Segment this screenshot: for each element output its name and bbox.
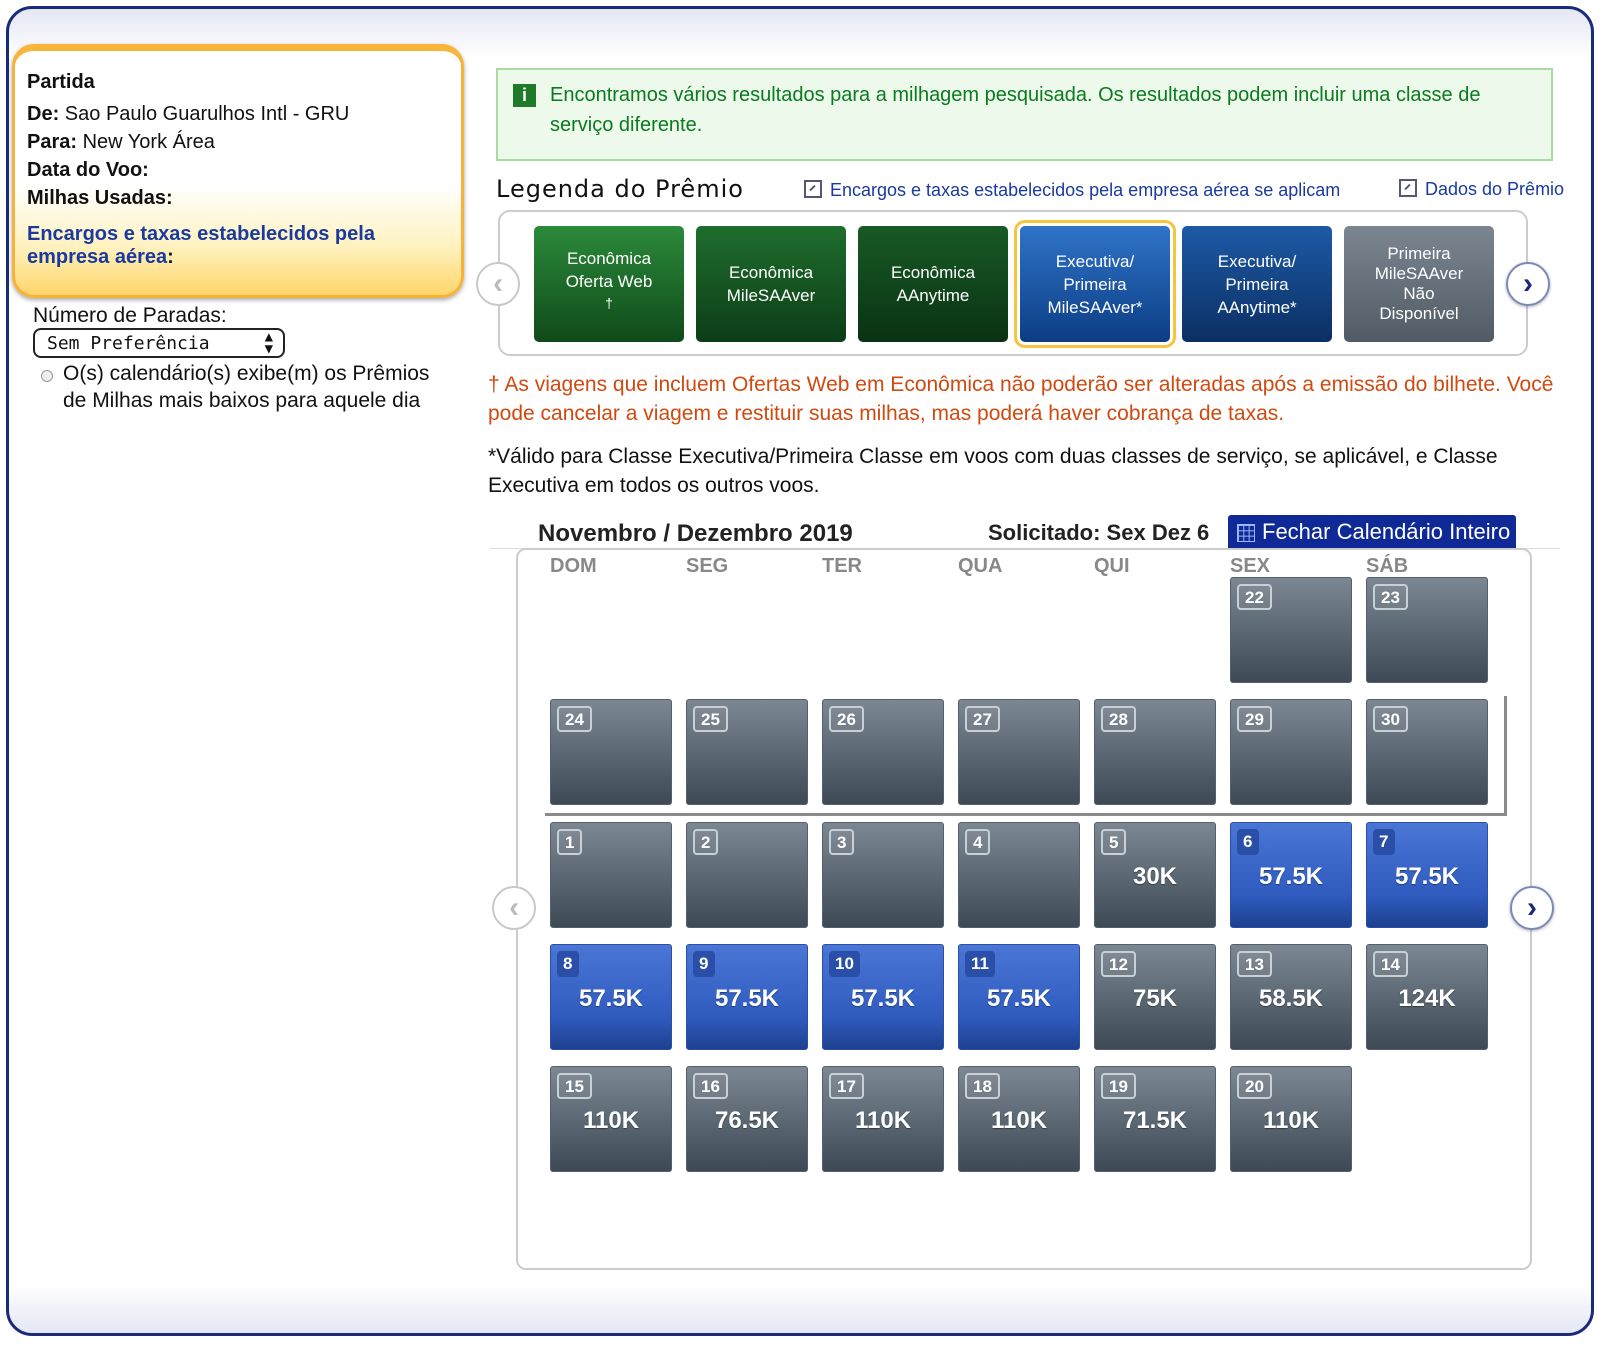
legend-tile-economy-milesaaver[interactable]	[696, 226, 846, 342]
calendar-day-cell[interactable]	[686, 944, 808, 1050]
legend-tile-business-first-milesaaver[interactable]	[1020, 226, 1170, 342]
legend-tile-first-milesaaver-unavailable[interactable]	[1344, 226, 1494, 342]
calendar-day-cell[interactable]	[1230, 944, 1352, 1050]
calendar-note: O(s) calendário(s) exibe(m) os Prêmios de Milhas mais baixos para aquele dia	[63, 362, 430, 412]
day-miles-value: 57.5K	[1258, 863, 1324, 890]
calendar-day-cell[interactable]	[1366, 577, 1488, 683]
info-message-box	[496, 68, 1553, 161]
day-number: 29	[1237, 706, 1272, 732]
calendar-day-cell[interactable]	[1366, 822, 1488, 928]
tile-line: MileSAAver	[1374, 264, 1464, 283]
web-special-note: † As viagens que incluem Ofertas Web em Econômica não poderão ser alteradas após a emissão do bilhete. Você pode cancelar a viagem e restituir suas milhas, mas poderá haver cobrança de taxas.	[488, 373, 1554, 425]
legend-next-button[interactable]	[1506, 262, 1550, 306]
weekday-label: DOM	[550, 555, 597, 577]
tile-line: Disponível	[1379, 304, 1459, 323]
day-miles-value: 57.5K	[714, 985, 780, 1012]
day-number: 9	[693, 951, 715, 977]
calendar-month-title: Novembro / Dezembro 2019	[538, 520, 853, 547]
chevron-right-icon: ›	[1527, 891, 1537, 924]
day-number: 6	[1237, 829, 1259, 855]
to-value: New York Área	[82, 131, 215, 153]
day-miles-value: 124K	[1398, 985, 1456, 1012]
chevron-left-icon: ‹	[509, 891, 519, 924]
business-class-note: *Válido para Classe Executiva/Primeira Classe em voos com duas classes de serviço, se aplicável, e Classe Executiva em todos os outros voos.	[488, 445, 1498, 497]
day-number: 11	[965, 951, 995, 977]
day-miles-value: 57.5K	[850, 985, 916, 1012]
weekday-label: SEG	[686, 555, 729, 577]
stops-label: Número de Paradas:	[33, 304, 227, 327]
calendar-day-cell[interactable]	[686, 822, 808, 928]
calendar-day-cell[interactable]	[550, 699, 672, 805]
calendar-day-cell[interactable]	[550, 1066, 672, 1172]
day-number: 16	[693, 1073, 728, 1099]
day-number: 4	[965, 829, 990, 855]
stops-select-value: Sem Preferência	[47, 333, 210, 354]
day-number: 30	[1373, 706, 1408, 732]
tile-line: Primeira	[1063, 274, 1127, 294]
day-miles-value: 110K	[990, 1107, 1048, 1134]
legend-tile-business-first-aanytime[interactable]	[1182, 226, 1332, 342]
calendar-note-bullet-icon	[41, 370, 53, 382]
from-label: De:	[27, 103, 60, 125]
day-miles-value: 75K	[1132, 985, 1178, 1012]
trip-summary-box	[12, 44, 464, 298]
calendar-next-button[interactable]	[1510, 886, 1554, 930]
tile-line: Oferta Web †	[565, 272, 653, 313]
external-link-icon	[1399, 179, 1417, 197]
calendar-day-cell[interactable]	[1094, 699, 1216, 805]
calendar-day-cell[interactable]	[958, 822, 1080, 928]
day-miles-value: 57.5K	[578, 985, 644, 1012]
info-message: Encontramos vários resultados para a milhagem pesquisada. Os resultados podem incluir uma classe de serviço diferente.	[550, 84, 1481, 136]
calendar-day-cell[interactable]	[958, 699, 1080, 805]
calendar-day-cell[interactable]	[1094, 944, 1216, 1050]
legend-title: Legenda do Prêmio	[496, 175, 744, 203]
legend-tile-economy-web-special[interactable]	[534, 226, 684, 342]
calendar-day-cell[interactable]	[1230, 822, 1352, 928]
fees-colon: :	[167, 246, 174, 268]
day-number: 26	[829, 706, 864, 732]
day-number: 28	[1101, 706, 1136, 732]
day-number: 25	[693, 706, 728, 732]
calendar-prev-button[interactable]	[492, 886, 536, 930]
day-miles-value: 110K	[582, 1107, 640, 1134]
day-miles-value: 58.5K	[1258, 985, 1324, 1012]
award-data-link[interactable]	[1399, 179, 1564, 200]
day-number: 22	[1237, 584, 1272, 610]
calendar-day-cell[interactable]	[958, 944, 1080, 1050]
calendar-day-cell[interactable]	[1094, 822, 1216, 928]
month-separator-vertical	[1504, 696, 1507, 815]
chevron-right-icon: ›	[1523, 267, 1533, 300]
award-data-text: Dados do Prêmio	[1425, 179, 1565, 199]
calendar-day-cell[interactable]	[550, 944, 672, 1050]
weekday-label: TER	[822, 555, 862, 577]
flight-date-label: Data do Voo:	[27, 159, 149, 181]
legend-tile-economy-aanytime[interactable]	[858, 226, 1008, 342]
day-miles-value: 110K	[854, 1107, 912, 1134]
day-number: 18	[965, 1073, 1000, 1099]
fees-row	[27, 223, 407, 269]
month-separator	[545, 813, 1507, 816]
tile-line: Primeira	[1387, 244, 1451, 263]
calendar-day-cell[interactable]	[822, 1066, 944, 1172]
tile-line: AAnytime*	[1217, 297, 1297, 317]
close-calendar-label: Fechar Calendário Inteiro	[1262, 519, 1511, 544]
calendar-day-cell[interactable]	[1230, 699, 1352, 805]
requested-date: Solicitado: Sex Dez 6	[988, 520, 1210, 545]
day-miles-value: 30K	[1132, 863, 1178, 890]
tile-line: MileSAAver	[726, 286, 816, 305]
day-number: 27	[965, 706, 1000, 732]
day-miles-value: 110K	[1262, 1107, 1320, 1134]
weekday-label: SEX	[1230, 555, 1271, 577]
day-number: 2	[693, 829, 718, 855]
fees-apply-text: Encargos e taxas estabelecidos pela empresa aérea se aplicam	[830, 180, 1341, 200]
day-number: 15	[557, 1073, 592, 1099]
chevron-left-icon: ‹	[493, 267, 503, 300]
tile-line: Executiva/	[1217, 251, 1297, 271]
miles-used-label: Milhas Usadas:	[27, 187, 173, 209]
calendar-day-cell[interactable]	[686, 699, 808, 805]
day-number: 23	[1373, 584, 1408, 610]
day-miles-value: 57.5K	[1394, 863, 1460, 890]
day-number: 7	[1373, 829, 1395, 855]
info-icon: i	[513, 84, 536, 107]
day-number: 5	[1101, 829, 1126, 855]
day-miles-value: 57.5K	[986, 985, 1052, 1012]
weekday-label: QUI	[1094, 555, 1130, 577]
calendar-day-cell[interactable]	[1094, 1066, 1216, 1172]
close-calendar-button[interactable]	[1228, 515, 1516, 549]
day-miles-value: 71.5K	[1122, 1107, 1188, 1134]
calendar-day-cell[interactable]	[1230, 577, 1352, 683]
calendar-day-cell[interactable]	[822, 822, 944, 928]
fees-apply-link[interactable]	[804, 180, 1340, 201]
trip-from	[27, 103, 349, 126]
day-number: 19	[1101, 1073, 1136, 1099]
calendar-day-cell[interactable]	[550, 822, 672, 928]
day-number: 1	[557, 829, 582, 855]
calendar-day-cell[interactable]	[822, 944, 944, 1050]
weekday-label: SÁB	[1366, 555, 1409, 577]
from-value: Sao Paulo Guarulhos Intl - GRU	[64, 103, 350, 125]
calendar-day-cell[interactable]	[686, 1066, 808, 1172]
day-number: 14	[1373, 951, 1408, 977]
day-number: 24	[557, 706, 592, 732]
day-number: 20	[1237, 1073, 1272, 1099]
day-number: 12	[1101, 951, 1136, 977]
calendar-grid-icon	[1237, 524, 1255, 542]
external-link-icon	[804, 180, 822, 198]
tile-line: Executiva/	[1055, 251, 1135, 271]
tile-line: MileSAAver*	[1047, 297, 1143, 317]
calendar-day-cell[interactable]	[822, 699, 944, 805]
tile-line: Primeira	[1225, 274, 1289, 294]
trip-to	[27, 131, 215, 154]
calendar-day-cell[interactable]	[1366, 944, 1488, 1050]
day-number: 10	[829, 951, 860, 977]
day-number: 17	[829, 1073, 864, 1099]
tile-line: Econômica	[566, 249, 652, 269]
day-number: 13	[1237, 951, 1272, 977]
weekday-label: QUA	[958, 555, 1003, 577]
stops-select[interactable]	[33, 328, 285, 358]
day-number: 8	[557, 951, 579, 977]
tile-line: Não	[1403, 284, 1435, 303]
tile-line: AAnytime	[896, 286, 970, 305]
tile-line: Econômica	[890, 263, 976, 282]
dagger-mark: †	[605, 296, 613, 313]
select-arrows-icon: ▲ ▼	[264, 329, 273, 357]
day-number: 3	[829, 829, 854, 855]
fees-link[interactable]: Encargos e taxas estabelecidos pela empresa aérea	[27, 223, 375, 268]
tile-line: Econômica	[728, 263, 814, 282]
legend-prev-button[interactable]	[476, 262, 520, 306]
calendar-day-cell[interactable]	[1230, 1066, 1352, 1172]
day-miles-value: 76.5K	[714, 1107, 780, 1134]
calendar-day-cell[interactable]	[958, 1066, 1080, 1172]
calendar-day-cell[interactable]	[1366, 699, 1488, 805]
trip-heading: Partida	[27, 71, 95, 93]
to-label: Para:	[27, 131, 78, 153]
